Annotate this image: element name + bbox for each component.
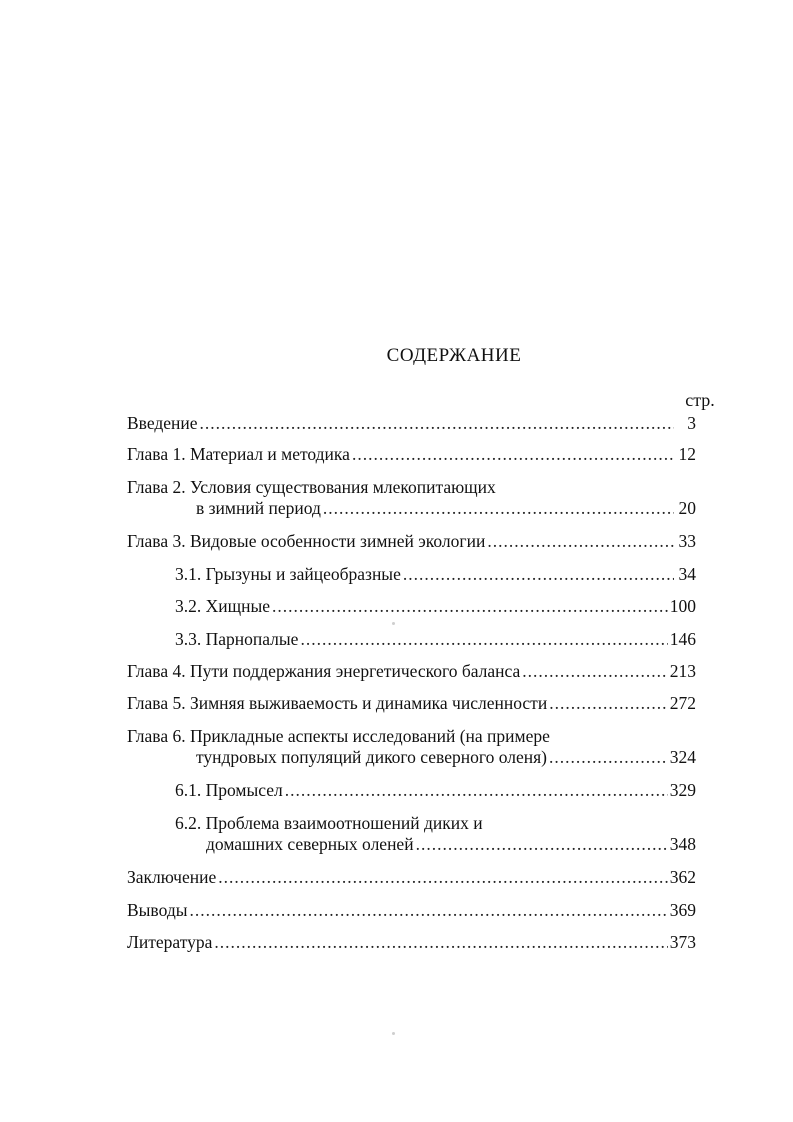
toc-entry-page: 213 [669,661,696,681]
toc-entry-title: 6.1. Промысел [175,780,283,800]
toc-entry-page: 369 [669,900,696,920]
toc-entry-title: домашних северных оленей [206,834,414,854]
toc-entry-page: 20 [678,498,696,518]
toc-entry-section-6-2 [206,832,696,856]
toc-entry-page: 329 [669,780,696,800]
leader-dots [487,529,674,553]
toc-entry-page: 100 [669,596,696,616]
toc-entry-page: 3 [687,413,696,433]
leader-dots [522,659,667,683]
toc-entry-page: 324 [669,747,696,767]
toc-entry-page: 362 [669,867,696,887]
toc-entry-title: Литература [127,932,213,952]
toc-entry-section-3-2 [175,594,696,618]
toc-entry-section-6-1 [175,778,696,802]
toc-entry-title: Глава 5. Зимняя выживаемость и динамика численности [127,693,548,713]
page-title: СОДЕРЖАНИЕ [386,345,522,366]
toc-entry-chapter-2 [196,496,696,520]
toc-entry-title: Выводы [127,900,188,920]
page-column-header: стр. [685,390,715,410]
toc-entry-chapter-5 [127,691,696,715]
toc-entry-section-3-3 [175,627,696,651]
toc-entry-title: 3.2. Хищные [175,596,270,616]
toc-entry-section-3-1 [175,562,696,586]
leader-dots [323,496,674,520]
toc-entry-title: тундровых популяций дикого северного оленя) [196,747,547,767]
toc-entry-title: Глава 3. Видовые особенности зимней экологии [127,531,486,551]
toc-entry-page: 34 [678,564,696,584]
leader-dots [285,778,668,802]
leader-dots [416,832,668,856]
toc-entry-conclusion [127,865,696,889]
leader-dots [300,627,667,651]
scan-speck [392,1032,395,1035]
toc-entry-page: 272 [669,693,696,713]
toc-entry-chapter-2-line1: Глава 2. Условия существования млекопитающих [127,477,496,497]
toc-entry-chapter-3 [127,529,696,553]
toc-entry-title: 3.1. Грызуны и зайцеобразные [175,564,401,584]
leader-dots [272,594,668,618]
toc-entry-title: Введение [127,413,198,433]
toc-entry-chapter-4 [127,659,696,683]
toc-entry-references [127,930,696,954]
toc-entry-title: Глава 4. Пути поддержания энергетического баланса [127,661,521,681]
leader-dots [214,930,667,954]
toc-entry-title: Заключение [127,867,217,887]
leader-dots [549,691,668,715]
toc-entry-page: 146 [669,629,696,649]
toc-entry-findings [127,898,696,922]
leader-dots [218,865,668,889]
toc-entry-chapter-1 [127,442,696,466]
toc-entry-page: 33 [678,531,696,551]
toc-entry-page: 348 [669,834,696,854]
toc-entry-title: 3.3. Парнопалые [175,629,299,649]
leader-dots [549,745,668,769]
scan-speck [392,622,395,625]
toc-entry-title: Глава 1. Материал и методика [127,444,350,464]
leader-dots [352,442,674,466]
toc-entry-title: в зимний период [196,498,321,518]
toc-entry-page: 373 [669,932,696,952]
toc-entry-introduction [127,411,696,435]
leader-dots [200,411,674,435]
toc-entry-section-6-2-line1: 6.2. Проблема взаимоотношений диких и [175,813,483,833]
toc-entry-chapter-6 [196,745,696,769]
toc-entry-chapter-6-line1: Глава 6. Прикладные аспекты исследований (на примере [127,726,550,746]
leader-dots [189,898,667,922]
leader-dots [403,562,674,586]
toc-entry-page: 12 [678,444,696,464]
